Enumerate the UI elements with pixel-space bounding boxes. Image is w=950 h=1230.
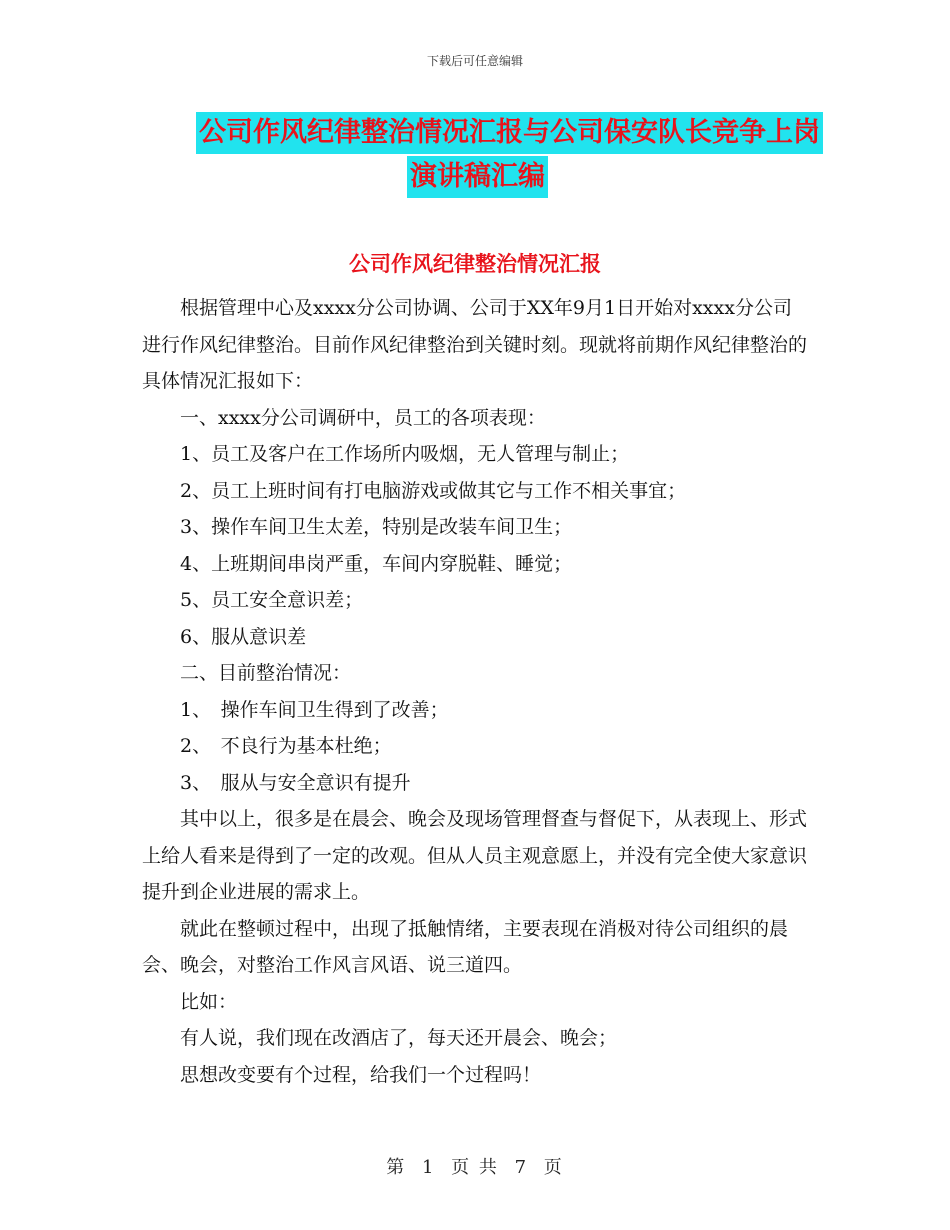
- paragraph: 二、目前整治情况：: [180, 662, 352, 684]
- list-item: 3、操作车间卫生太差，特别是改装车间卫生；: [180, 516, 573, 538]
- page-header: 下载后可任意编辑: [426, 54, 523, 68]
- list-item: 5、员工安全意识差；: [180, 589, 364, 611]
- paragraph: 一、xxxx分公司调研中，员工的各项表现：: [180, 406, 546, 429]
- list-item: 4、上班期间串岗严重，车间内穿脱鞋、睡觉；: [180, 552, 573, 575]
- document-body: [142, 290, 808, 1093]
- list-item: 2、员工上班时间有打电脑游戏或做其它与工作不相关事宜；: [180, 479, 687, 502]
- list-item: 3、 服从与安全意识有提升: [180, 771, 411, 794]
- list-item: 6、服从意识差: [180, 625, 307, 648]
- section-title: 公司作风纪律整治情况汇报: [349, 252, 601, 276]
- paragraph: 就此在整顿过程中，出现了抵触情绪，主要表现在消极对待公司组织的晨会、晚会，对整治工作风言风语、说三道四。: [142, 917, 789, 976]
- title-line-1: 公司作风纪律整治情况汇报与公司保安队长竞争上岗: [196, 112, 823, 154]
- list-item: 1、员工及客户在工作场所内吸烟，无人管理与制止；: [180, 443, 630, 465]
- footer-prefix: 第: [386, 1157, 407, 1178]
- title-line-2: 演讲稿汇编: [407, 156, 548, 198]
- page-footer: [0, 1153, 950, 1179]
- paragraph: 思想改变要有个过程，给我们一个过程吗！: [180, 1063, 542, 1086]
- paragraph: 有人说，我们现在改酒店了，每天还开晨会、晚会；: [180, 1027, 618, 1049]
- footer-suffix: 页: [543, 1157, 564, 1178]
- paragraph: 其中以上，很多是在晨会、晚会及现场管理督查与督促下，从表现上、形式上给人看来是得到了一定的改观。但从人员主观意愿上，并没有完全使大家意识提升到企业进展的需求上。: [142, 808, 808, 903]
- paragraph-intro: 根据管理中心及xxxx分公司协调、公司于XX年9月1日开始对xxxx分公司进行作风纪律整治。目前作风纪律整治到关键时刻。现就将前期作风纪律整治的具体情况汇报如下：: [142, 297, 808, 392]
- paragraph: 比如：: [180, 990, 238, 1013]
- list-item: 2、 不良行为基本杜绝；: [180, 735, 392, 757]
- page-total: 7: [514, 1157, 529, 1178]
- page-number: 1: [421, 1157, 436, 1178]
- list-item: 1、 操作车间卫生得到了改善；: [180, 698, 449, 721]
- footer-middle: 页 共: [451, 1157, 499, 1178]
